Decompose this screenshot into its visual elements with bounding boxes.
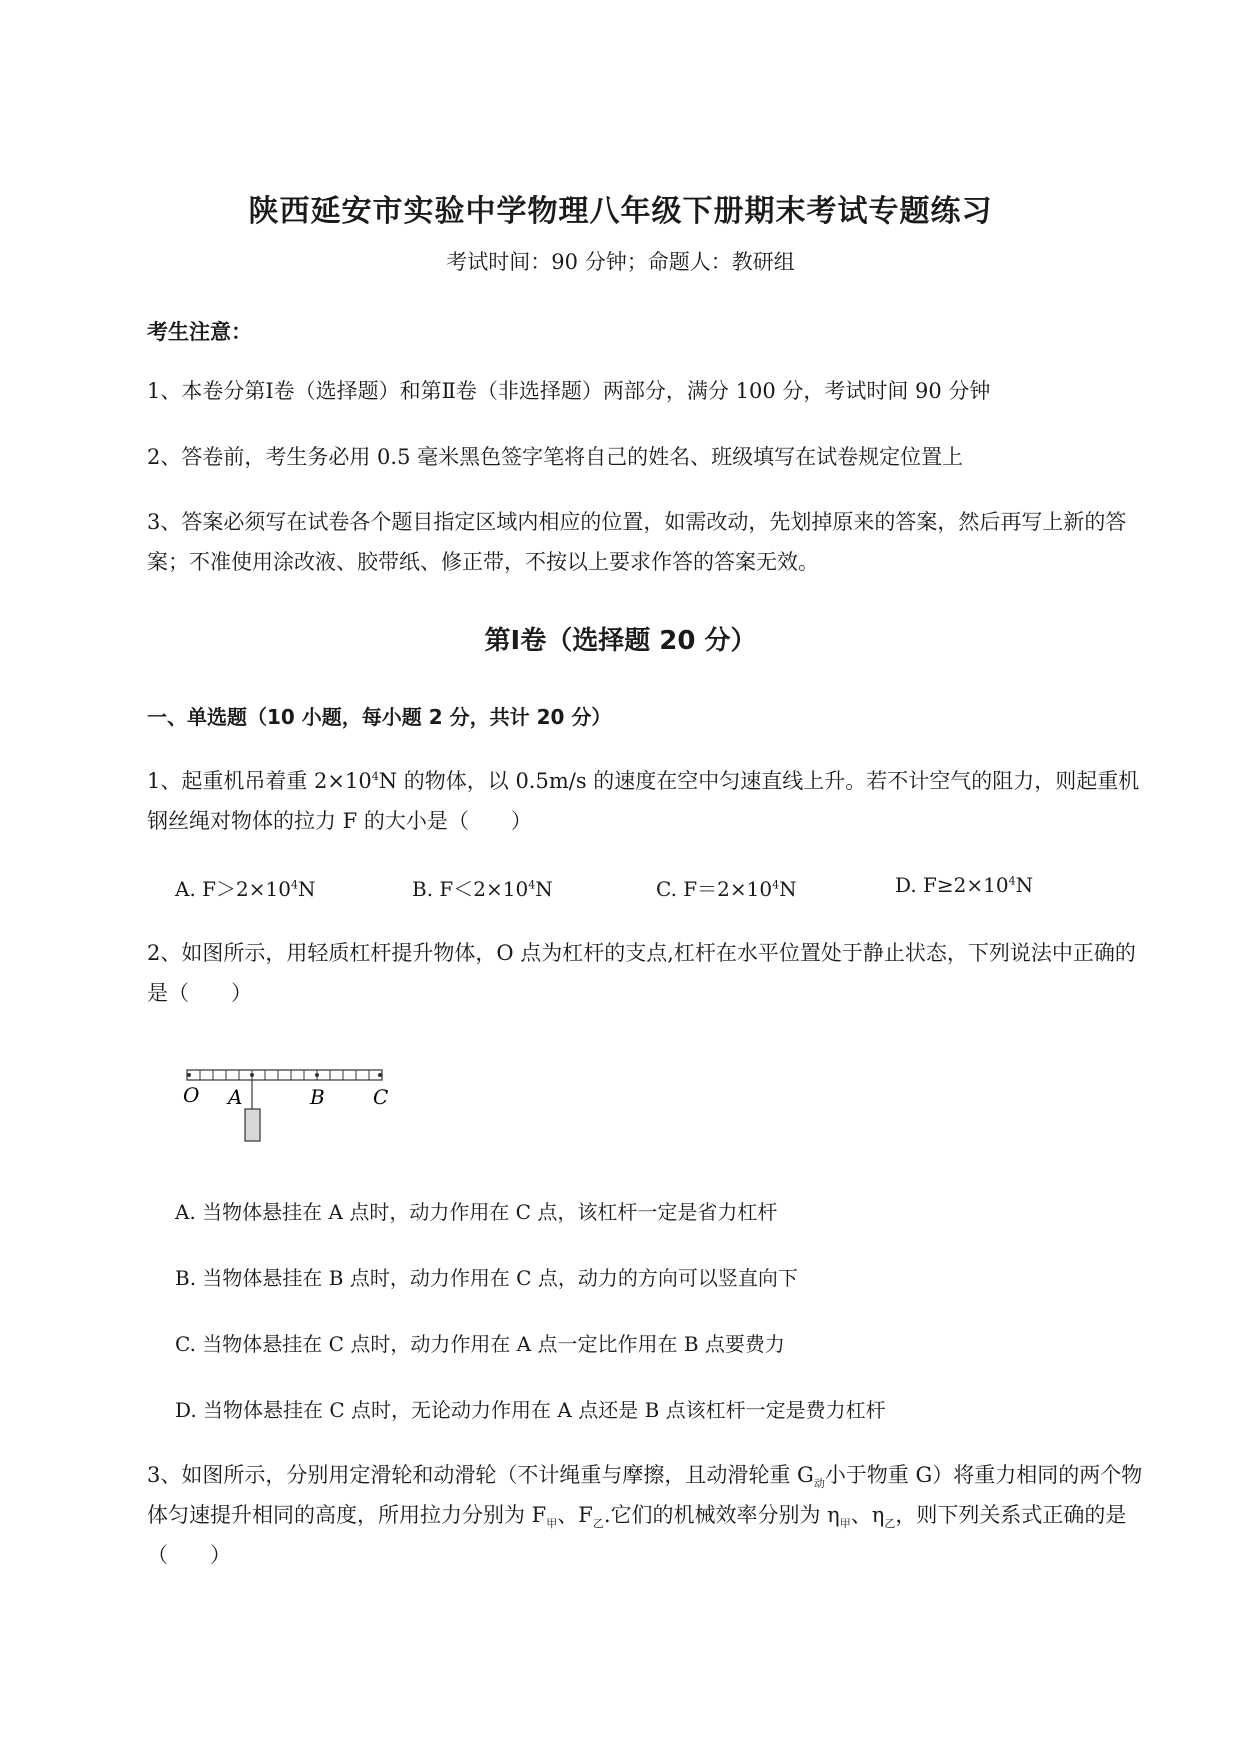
hanging-weight xyxy=(245,1109,260,1141)
q2-option-c: C. 当物体悬挂在 C 点时，动力作用在 A 点一定比作用在 B 点要费力 xyxy=(175,1332,785,1356)
lever-figure xyxy=(180,1062,400,1172)
notice-item: 1、本卷分第Ⅰ卷（选择题）和第Ⅱ卷（非选择题）两部分，满分 100 分，考试时间 90 分钟 xyxy=(147,379,991,403)
q2-option-d: D. 当物体悬挂在 C 点时，无论动力作用在 A 点还是 B 点该杠杆一定是费力杠杆 xyxy=(175,1398,886,1422)
page-title: 陕西延安市实验中学物理八年级下册期末考试专题练习 xyxy=(248,194,993,229)
pivot-point-o xyxy=(187,1073,191,1077)
exam-info: 考试时间：90 分钟；命题人：教研组 xyxy=(446,250,795,274)
label-b: B xyxy=(310,1085,325,1109)
label-a: A xyxy=(228,1085,243,1109)
q2-option-b: B. 当物体悬挂在 B 点时，动力作用在 C 点，动力的方向可以竖直向下 xyxy=(175,1266,798,1290)
notice-item: 3、答案必须写在试卷各个题目指定区域内相应的位置，如需改动，先划掉原来的答案，然后再写上新的答案；不准使用涂改液、胶带纸、修正带，不按以上要求作答的答案无效。 xyxy=(147,510,1127,574)
q1-option-b: B. $F<2\times 10^4N$ xyxy=(412,877,553,901)
question-3-text: 3、如图所示，分别用定滑轮和动滑轮（不计绳重与摩擦，且动滑轮重 $G_动$小于物重 G）将重力相同的两个物体匀速提升相同的高度，所用拉力分别为 $F_甲$、$F_乙$.它们的机械效率分别为 $\eta_甲$、$\eta_乙$，则下列关系式正确的是（ ） xyxy=(147,1463,1143,1567)
q1-option-c: C. $F=2\times 10^4N$ xyxy=(656,877,797,901)
point-a xyxy=(250,1073,254,1077)
point-b xyxy=(315,1073,319,1077)
label-o: O xyxy=(183,1083,200,1107)
section-title: 第Ⅰ卷（选择题 20 分） xyxy=(484,626,757,656)
label-c: C xyxy=(373,1085,389,1109)
question-2-text: 2、如图所示，用轻质杠杆提升物体，O 点为杠杆的支点,杠杆在水平位置处于静止状态，下列说法中正确的是（ ） xyxy=(147,941,1136,1005)
point-c xyxy=(378,1073,382,1077)
q1-option-d: D. $F\ge 2\times 10^4N$ xyxy=(895,873,1034,897)
notice-heading: 考生注意： xyxy=(147,320,252,344)
q2-option-a: A. 当物体悬挂在 A 点时，动力作用在 C 点，该杠杆一定是省力杠杆 xyxy=(175,1200,778,1224)
question-1-text: 1、起重机吊着重 $2\times 10^4N$ 的物体，以 0.5m/s 的速度在空中匀速直线上升。若不计空气的阻力，则起重机钢丝绳对物体的拉力 F 的大小是（ ） xyxy=(147,769,1140,833)
notice-item: 2、答卷前，考生务必用 0.5 毫米黑色签字笔将自己的姓名、班级填写在试卷规定位置上 xyxy=(147,445,964,469)
part-heading: 一、单选题（10 小题，每小题 2 分，共计 20 分） xyxy=(147,705,612,729)
q1-option-a: A. $F>2\times 10^4N$ xyxy=(175,877,316,901)
